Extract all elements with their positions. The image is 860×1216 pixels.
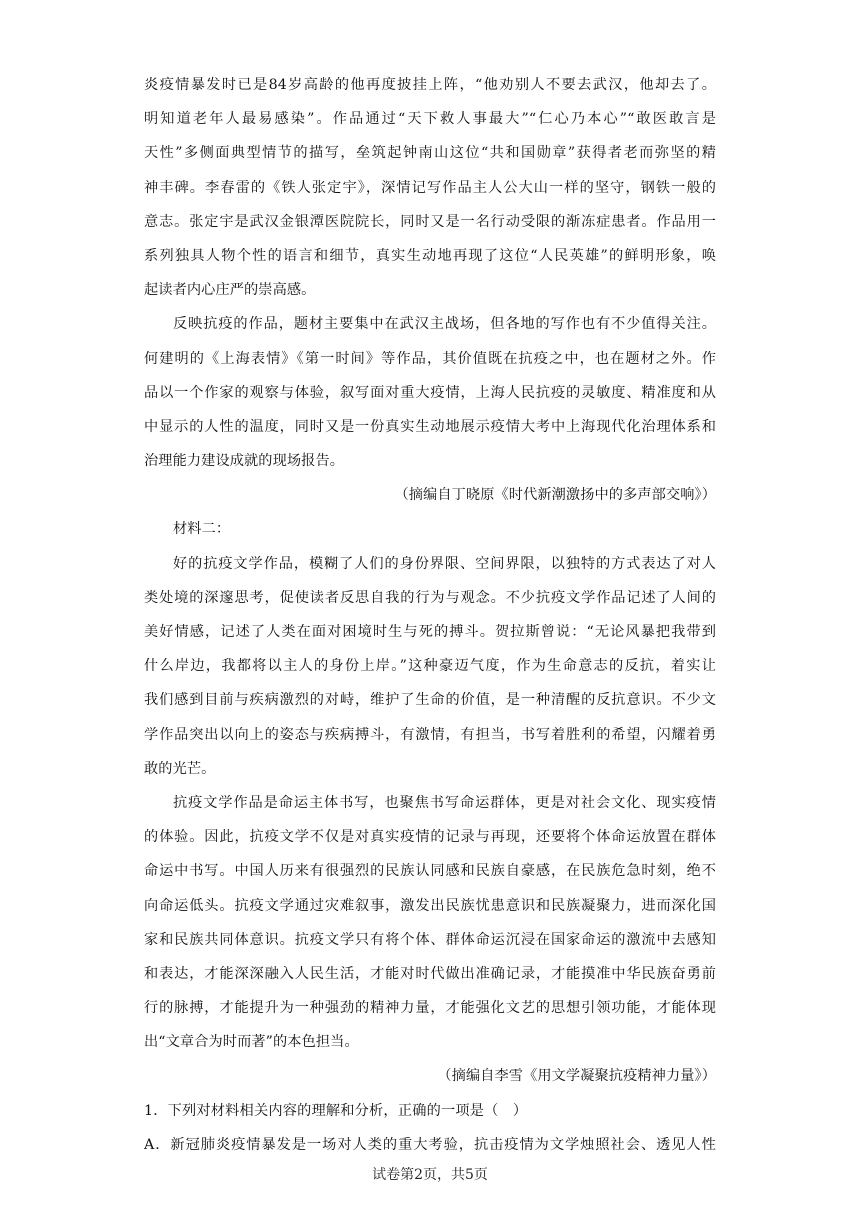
text-line: 什么岸边，我都将以主人的身份上岸。”这种豪迈气度，作为生命意志的反抗，着实让 bbox=[144, 658, 716, 675]
text-line: 我们感到目前与疾病激烈的对峙，维护了生命的价值，是一种清醒的反抗意识。不少文 bbox=[144, 692, 716, 709]
text-line: 明知道老年人最易感染”。作品通过“天下救人事最大”“仁心乃本心”“敢医敢言是 bbox=[144, 111, 716, 128]
paragraph-4 bbox=[144, 786, 716, 1060]
paragraph-3 bbox=[144, 547, 716, 786]
text-line: 美好情感，记述了人类在面对困境时生与死的搏斗。贺拉斯曾说：“无论风暴把我带到 bbox=[144, 624, 716, 640]
text-line: 敢的光芒。 bbox=[144, 760, 216, 777]
text-line: 好的抗疫文学作品，模糊了人们的身份界限、空间界限，以独特的方式表达了对人 bbox=[173, 555, 716, 572]
text-line: 类处境的深邃思考，促使读者反思自我的行为与观念。不少抗疫文学作品记述了人间的 bbox=[144, 589, 716, 606]
text-line: 系列独具人物个性的语言和细节，真实生动地再现了这位“人民英雄”的鲜明形象，唤 bbox=[144, 247, 716, 264]
text-line: 何建明的《上海表情》《第一时间》等作品，其价值既在抗疫之中，也在题材之外。作 bbox=[144, 350, 716, 367]
paragraph-1 bbox=[144, 68, 716, 307]
page-footer: 试卷第2页，共5页 bbox=[372, 1167, 488, 1183]
text-line: 行的脉搏，才能提升为一种强劲的精神力量，才能强化文艺的思想引领功能，才能体现 bbox=[144, 1000, 716, 1017]
text-line: 品以一个作家的观察与体验，叙写面对重大疫情，上海人民抗疫的灵敏度、精准度和从 bbox=[144, 384, 716, 401]
text-line: 治理能力建设成就的现场报告。 bbox=[144, 453, 345, 470]
text-line: 和表达，才能深深融入人民生活，才能对时代做出准确记录，才能摸准中华民族奋勇前 bbox=[144, 965, 716, 982]
paragraph-2 bbox=[144, 307, 716, 478]
text-line: 天性”多侧面典型情节的描写，垒筑起钟南山这位“共和国勋章”获得者老而弥坚的精 bbox=[144, 145, 716, 162]
text-line: 炎疫情暴发时已是84岁高龄的他再度披挂上阵，“他劝别人不要去武汉，他却去了。 bbox=[144, 77, 716, 93]
question-1-stem: 1．下列对材料相关内容的理解和分析，正确的一项是（ ） bbox=[144, 1102, 528, 1119]
material-2-label: 材料二： bbox=[173, 521, 231, 538]
text-line: 抗疫文学作品是命运主体书写，也聚焦书写命运群体，更是对社会文化、现实疫情 bbox=[173, 794, 716, 811]
text-line: 学作品突出以向上的姿态与疾病搏斗，有激情，有担当，书写着胜利的希望，闪耀着勇 bbox=[144, 726, 716, 743]
text-line: 的体验。因此，抗疫文学不仅是对真实疫情的记录与再现，还要将个体命运放置在群体 bbox=[144, 829, 716, 846]
text-line: 反映抗疫的作品，题材主要集中在武汉主战场，但各地的写作也有不少值得关注。 bbox=[173, 316, 716, 333]
source-citation-2: （摘编自李雪《用文学凝聚抗疫精神力量》） bbox=[437, 1068, 716, 1085]
text-line: 意志。张定宇是武汉金银潭医院院长，同时又是一名行动受限的渐冻症患者。作品用一 bbox=[144, 213, 716, 230]
text-line: 命运中书写。中国人历来有很强烈的民族认同感和民族自豪感，在民族危急时刻，绝不 bbox=[144, 863, 716, 880]
question-1-option-a: A．新冠肺炎疫情暴发是一场对人类的重大考验，抗击疫情为文学烛照社会、透见人性 bbox=[144, 1136, 716, 1153]
text-line: 向命运低头。抗疫文学通过灾难叙事，激发出民族忧患意识和民族凝聚力，进而深化国 bbox=[144, 897, 716, 914]
text-line: 神丰碑。李春雷的《铁人张定宇》，深情记写作品主人公大山一样的坚守，钢铁一般的 bbox=[144, 179, 716, 196]
source-citation-1: （摘编自丁晓原《时代新潮激扬中的多声部交响》） bbox=[394, 487, 716, 504]
text-line: 家和民族共同体意识。抗疫文学只有将个体、群体命运沉浸在国家命运的激流中去感知 bbox=[144, 931, 716, 948]
text-line: 中显示的人性的温度，同时又是一份真实生动地展示疫情大考中上海现代化治理体系和 bbox=[144, 418, 716, 435]
text-line: 起读者内心庄严的崇高感。 bbox=[144, 282, 316, 299]
text-line: 出“文章合为时而著”的本色担当。 bbox=[144, 1034, 359, 1051]
page-content bbox=[144, 68, 716, 1162]
